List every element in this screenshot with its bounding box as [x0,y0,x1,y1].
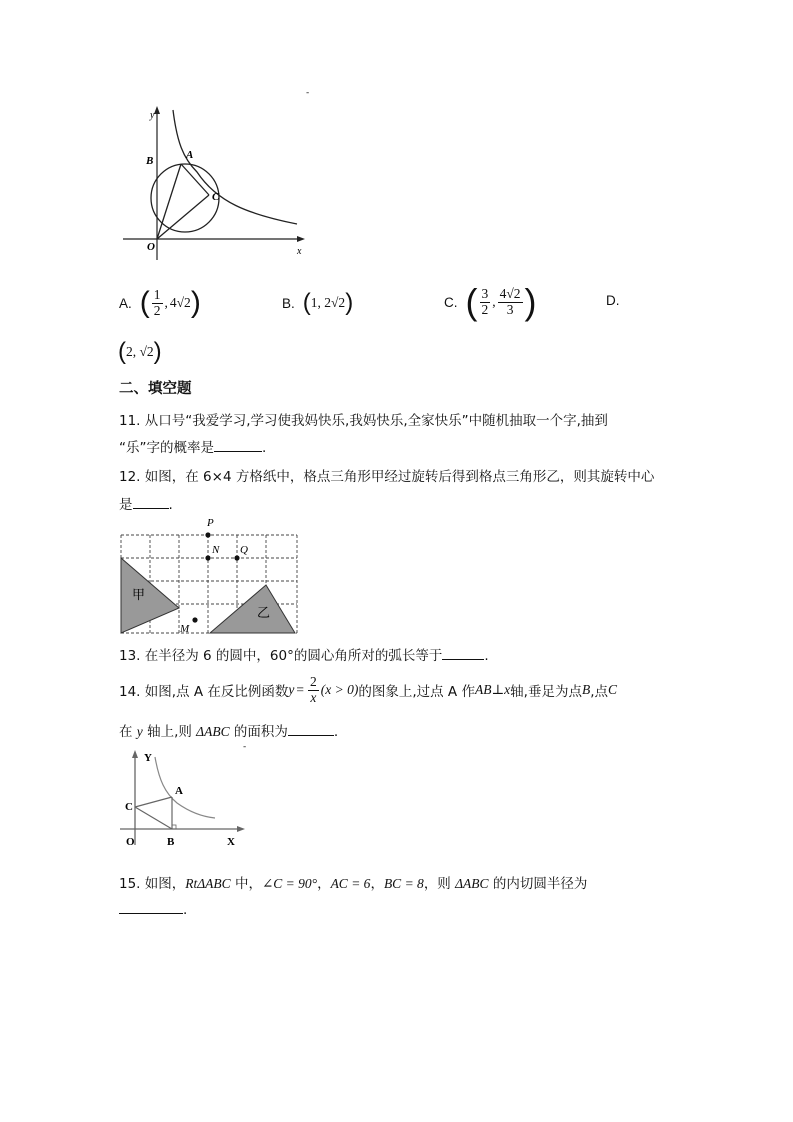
option-c-num1: 3 [481,286,489,302]
q14-fn-eq: = [296,682,304,697]
label-o: O [126,836,135,848]
q14-ab: AB [474,682,492,697]
q14-fn-y: y [288,682,295,697]
q14-pt-c: C [608,682,618,697]
q12-answer-blank [133,496,169,509]
q11-answer-blank [214,439,262,452]
label-c: C [125,801,133,813]
label-m: M [180,623,190,635]
option-c-sep: , [492,294,496,309]
q14-text-d: ,点 [590,684,608,700]
q14-fn-den: x [310,689,317,705]
option-d-expr: 2, √2 [126,344,154,359]
hyperbola-curve [173,110,297,224]
q14-line1 [119,672,617,708]
q15-rt: RtΔABC [185,876,231,891]
q11-text: “乐”字的概率是 [119,440,214,456]
q15-line1 [119,872,587,892]
q14-text-f: 轴上,则 [142,724,197,740]
label-a: A [175,785,183,797]
option-c-num2: 4√2 [499,286,521,302]
q15-angle: ∠C = 90° [261,876,318,891]
q15-mid2: ，则 [423,876,456,892]
q12-grid-figure [115,512,305,640]
q14-xaxis: x [504,682,511,697]
q12-end: . [168,497,173,513]
option-c-label: C. [444,294,458,310]
circle [151,164,219,232]
q12-line2 [119,493,173,513]
triangle-yi [210,585,295,633]
label-b: B [167,836,175,848]
label-p: P [207,517,214,529]
q13-text: 13. 在半径为 6 的圆中，60°的圆心角所对的弧长等于 [119,648,443,664]
q14-text-c: 轴,垂足为点 [510,684,582,700]
q14-text-e: 在 [119,724,137,740]
point-q [234,555,239,560]
q15-tri: ΔABC [455,876,489,891]
q14-fn-cond: (x > 0) [320,682,359,697]
y-label: y [150,110,155,121]
q14-text-b: 的图象上,过点 A 作 [358,684,475,700]
label-n: N [212,544,220,556]
q15-pre: 15. 如图， [119,876,186,892]
q14-perp: ⊥ [491,682,505,697]
option-a-sep: , [164,295,168,310]
q11-end: . [262,440,267,456]
label-y: Y [144,752,152,764]
stray-mark: - [306,88,310,98]
section-title: 二、填空题 [119,381,192,397]
q10-option-d: ( 2, √2 ) [118,338,162,365]
q15-bc: BC = 8 [383,876,424,891]
label-jia: 甲 [132,588,146,603]
hyperbola-curve [155,757,215,818]
q14-tri: ΔABC [196,724,230,739]
q15-sep1: ， [317,876,331,892]
option-a-val: 4√2 [169,295,191,310]
q10-option-d-label: D. [606,293,620,308]
q10-option-b: B. ( 1, 2√2 ) [282,289,354,316]
q14-answer-blank [288,723,334,736]
label-yi: 乙 [257,606,271,621]
q11-line2 [119,436,266,456]
q15-ac: AC = 6 [330,876,371,891]
label-x: X [227,836,235,848]
label-q: Q [240,544,248,556]
option-c-den1: 2 [481,301,489,317]
q15-sep2: ， [370,876,384,892]
q13-answer-blank [442,647,484,660]
q13-end: . [484,648,489,664]
option-a-den: 2 [153,302,161,318]
q14-text-g: 的面积为 [229,724,288,740]
option-b-expr: 1, 2√2 [310,295,346,310]
option-a-label: A. [119,295,132,311]
q14-line2 [119,720,338,740]
q15-line2 [119,901,187,918]
q14-end: . [333,724,339,740]
q14-fn-num: 2 [310,674,317,690]
point-b-label: B [146,155,154,167]
q15-end: . [183,902,188,918]
q13-line [119,644,489,664]
point-m [192,617,197,622]
point-n [205,555,210,560]
point-p [205,532,210,537]
q14-pt-b: B [581,682,591,697]
q15-mid1: 中， [230,876,262,892]
q10-option-c: C. ( $\frac{3}{2}$ , $\frac{4√2}{3}$ ) [444,281,537,322]
q14-figure [115,745,250,850]
option-b-label: B. [282,295,295,311]
q15-answer-blank [119,901,183,914]
q14-text-a: 14. 如图,点 A 在反比例函数 [119,684,289,700]
origin-label: O [147,241,155,253]
q10-option-a: A. ( $\frac{1}{2}$ , 4√2 ) [119,286,201,319]
stray-mark-2: - [243,742,247,752]
x-label: x [297,246,302,257]
q15-post: 的内切圆半径为 [488,876,588,892]
q14-yaxis: y [136,724,143,739]
q12-text: 是 [119,497,133,513]
point-a-label: A [186,149,194,161]
option-a-num: 1 [153,287,161,303]
q11-line1: 11. 从口号“我爱学习,学习使我妈快乐,我妈快乐,全家快乐”中随机抽取一个字,抽到 [119,413,608,429]
option-c-den2: 3 [506,301,514,317]
point-c-label: C [212,191,220,203]
q12-line1: 12. 如图，在 6×4 方格纸中，格点三角形甲经过旋转后得到格点三角形乙，则其旋转中心 [119,469,655,485]
q10-figure [115,92,315,262]
